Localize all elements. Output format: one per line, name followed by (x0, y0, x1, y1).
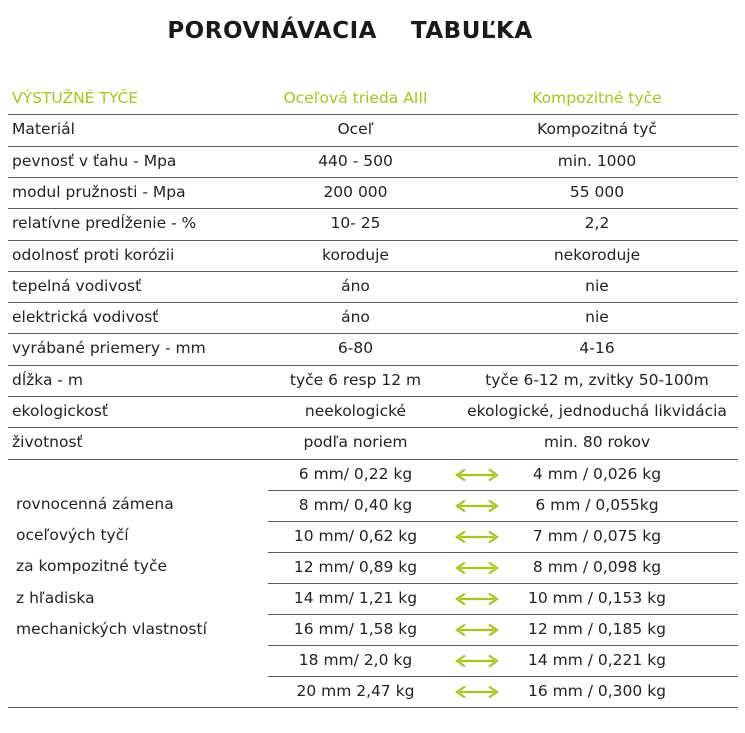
steel-size: 10 mm/ 0,62 kg (293, 526, 418, 545)
row-label: pevnosť v ťahu - Mpa (12, 151, 177, 170)
steel-size: 14 mm/ 1,21 kg (293, 589, 418, 607)
row-value: áno (341, 308, 370, 327)
row-label: modul pružnosti - Mpa (12, 182, 186, 201)
row-value: 10- 25 (330, 214, 381, 233)
row-label: vyrábané priemery - mm (12, 339, 206, 358)
header-cell: VÝSTUŽNÉ TYČE (12, 89, 139, 107)
row-label: životnosť (12, 433, 83, 452)
double-arrow-icon (454, 468, 500, 482)
row-value: Kompozitná tyč (537, 120, 657, 139)
steel-size: 12 mm/ 0,89 kg (293, 557, 418, 576)
composite-size: 14 mm / 0,221 kg (527, 651, 667, 670)
double-arrow-icon (454, 654, 500, 668)
row-value: 440 - 500 (318, 151, 393, 170)
composite-size: 10 mm / 0,153 kg (527, 589, 667, 607)
page-title: POROVNÁVACIA TABUĽKA (167, 18, 533, 44)
row-value: neekologické (304, 402, 407, 420)
row-label: dĺžka - m (12, 370, 84, 389)
row-value: 2,2 (584, 214, 610, 233)
row-label: elektrická vodivosť (12, 308, 159, 327)
row-divider (8, 707, 738, 708)
double-arrow-icon (454, 623, 500, 637)
row-value: nekoroduje (553, 245, 641, 264)
equivalence-label: mechanických vlastností (16, 619, 207, 638)
row-value: koroduje (322, 245, 389, 264)
equivalence-label: oceľových tyčí (16, 525, 129, 544)
row-label: relatívne predĺženie - % (12, 214, 197, 233)
composite-size: 4 mm / 0,026 kg (532, 464, 662, 483)
composite-size: 7 mm / 0,075 kg (532, 526, 662, 545)
composite-size: 12 mm / 0,185 kg (527, 620, 667, 639)
row-value: podľa noriem (303, 433, 408, 452)
row-value: tyče 6-12 m, zvitky 50-100m (485, 370, 709, 389)
steel-size: 6 mm/ 0,22 kg (298, 464, 413, 483)
row-value: min. 1000 (557, 151, 637, 170)
row-value: áno (341, 276, 370, 295)
equivalence-label: za kompozitné tyče (16, 557, 168, 576)
double-arrow-icon (454, 561, 500, 575)
steel-size: 8 mm/ 0,40 kg (298, 495, 413, 514)
row-value: 55 000 (569, 182, 625, 201)
row-value: 200 000 (323, 182, 388, 201)
row-value: ekologické, jednoduchá likvidácia (467, 402, 727, 420)
row-value: 6-80 (337, 339, 374, 358)
equivalence-label: z hľadiska (16, 588, 95, 607)
header-cell: Kompozitné tyče (532, 89, 662, 107)
row-label: tepelná vodivosť (12, 276, 142, 295)
row-label: ekologickosť (12, 402, 108, 420)
double-arrow-icon (454, 685, 500, 699)
row-value: nie (585, 276, 609, 295)
equivalence-label: rovnocenná zámena (16, 494, 174, 513)
row-value: 4-16 (579, 339, 615, 358)
steel-size: 20 mm 2,47 kg (296, 682, 415, 701)
double-arrow-icon (454, 499, 500, 513)
row-value: Oceľ (337, 120, 374, 139)
steel-size: 16 mm/ 1,58 kg (293, 620, 418, 639)
row-label: odolnosť proti korózii (12, 245, 175, 264)
header-cell: Oceľová trieda AIII (283, 89, 428, 107)
row-label: Materiál (12, 120, 75, 139)
row-value: nie (585, 308, 609, 327)
steel-size: 18 mm/ 2,0 kg (298, 651, 413, 670)
composite-size: 8 mm / 0,098 kg (532, 557, 662, 576)
double-arrow-icon (454, 530, 500, 544)
row-value: min. 80 rokov (543, 433, 651, 452)
composite-size: 16 mm / 0,300 kg (527, 682, 667, 701)
double-arrow-icon (454, 592, 500, 606)
row-value: tyče 6 resp 12 m (289, 370, 422, 389)
composite-size: 6 mm / 0,055kg (535, 495, 659, 514)
